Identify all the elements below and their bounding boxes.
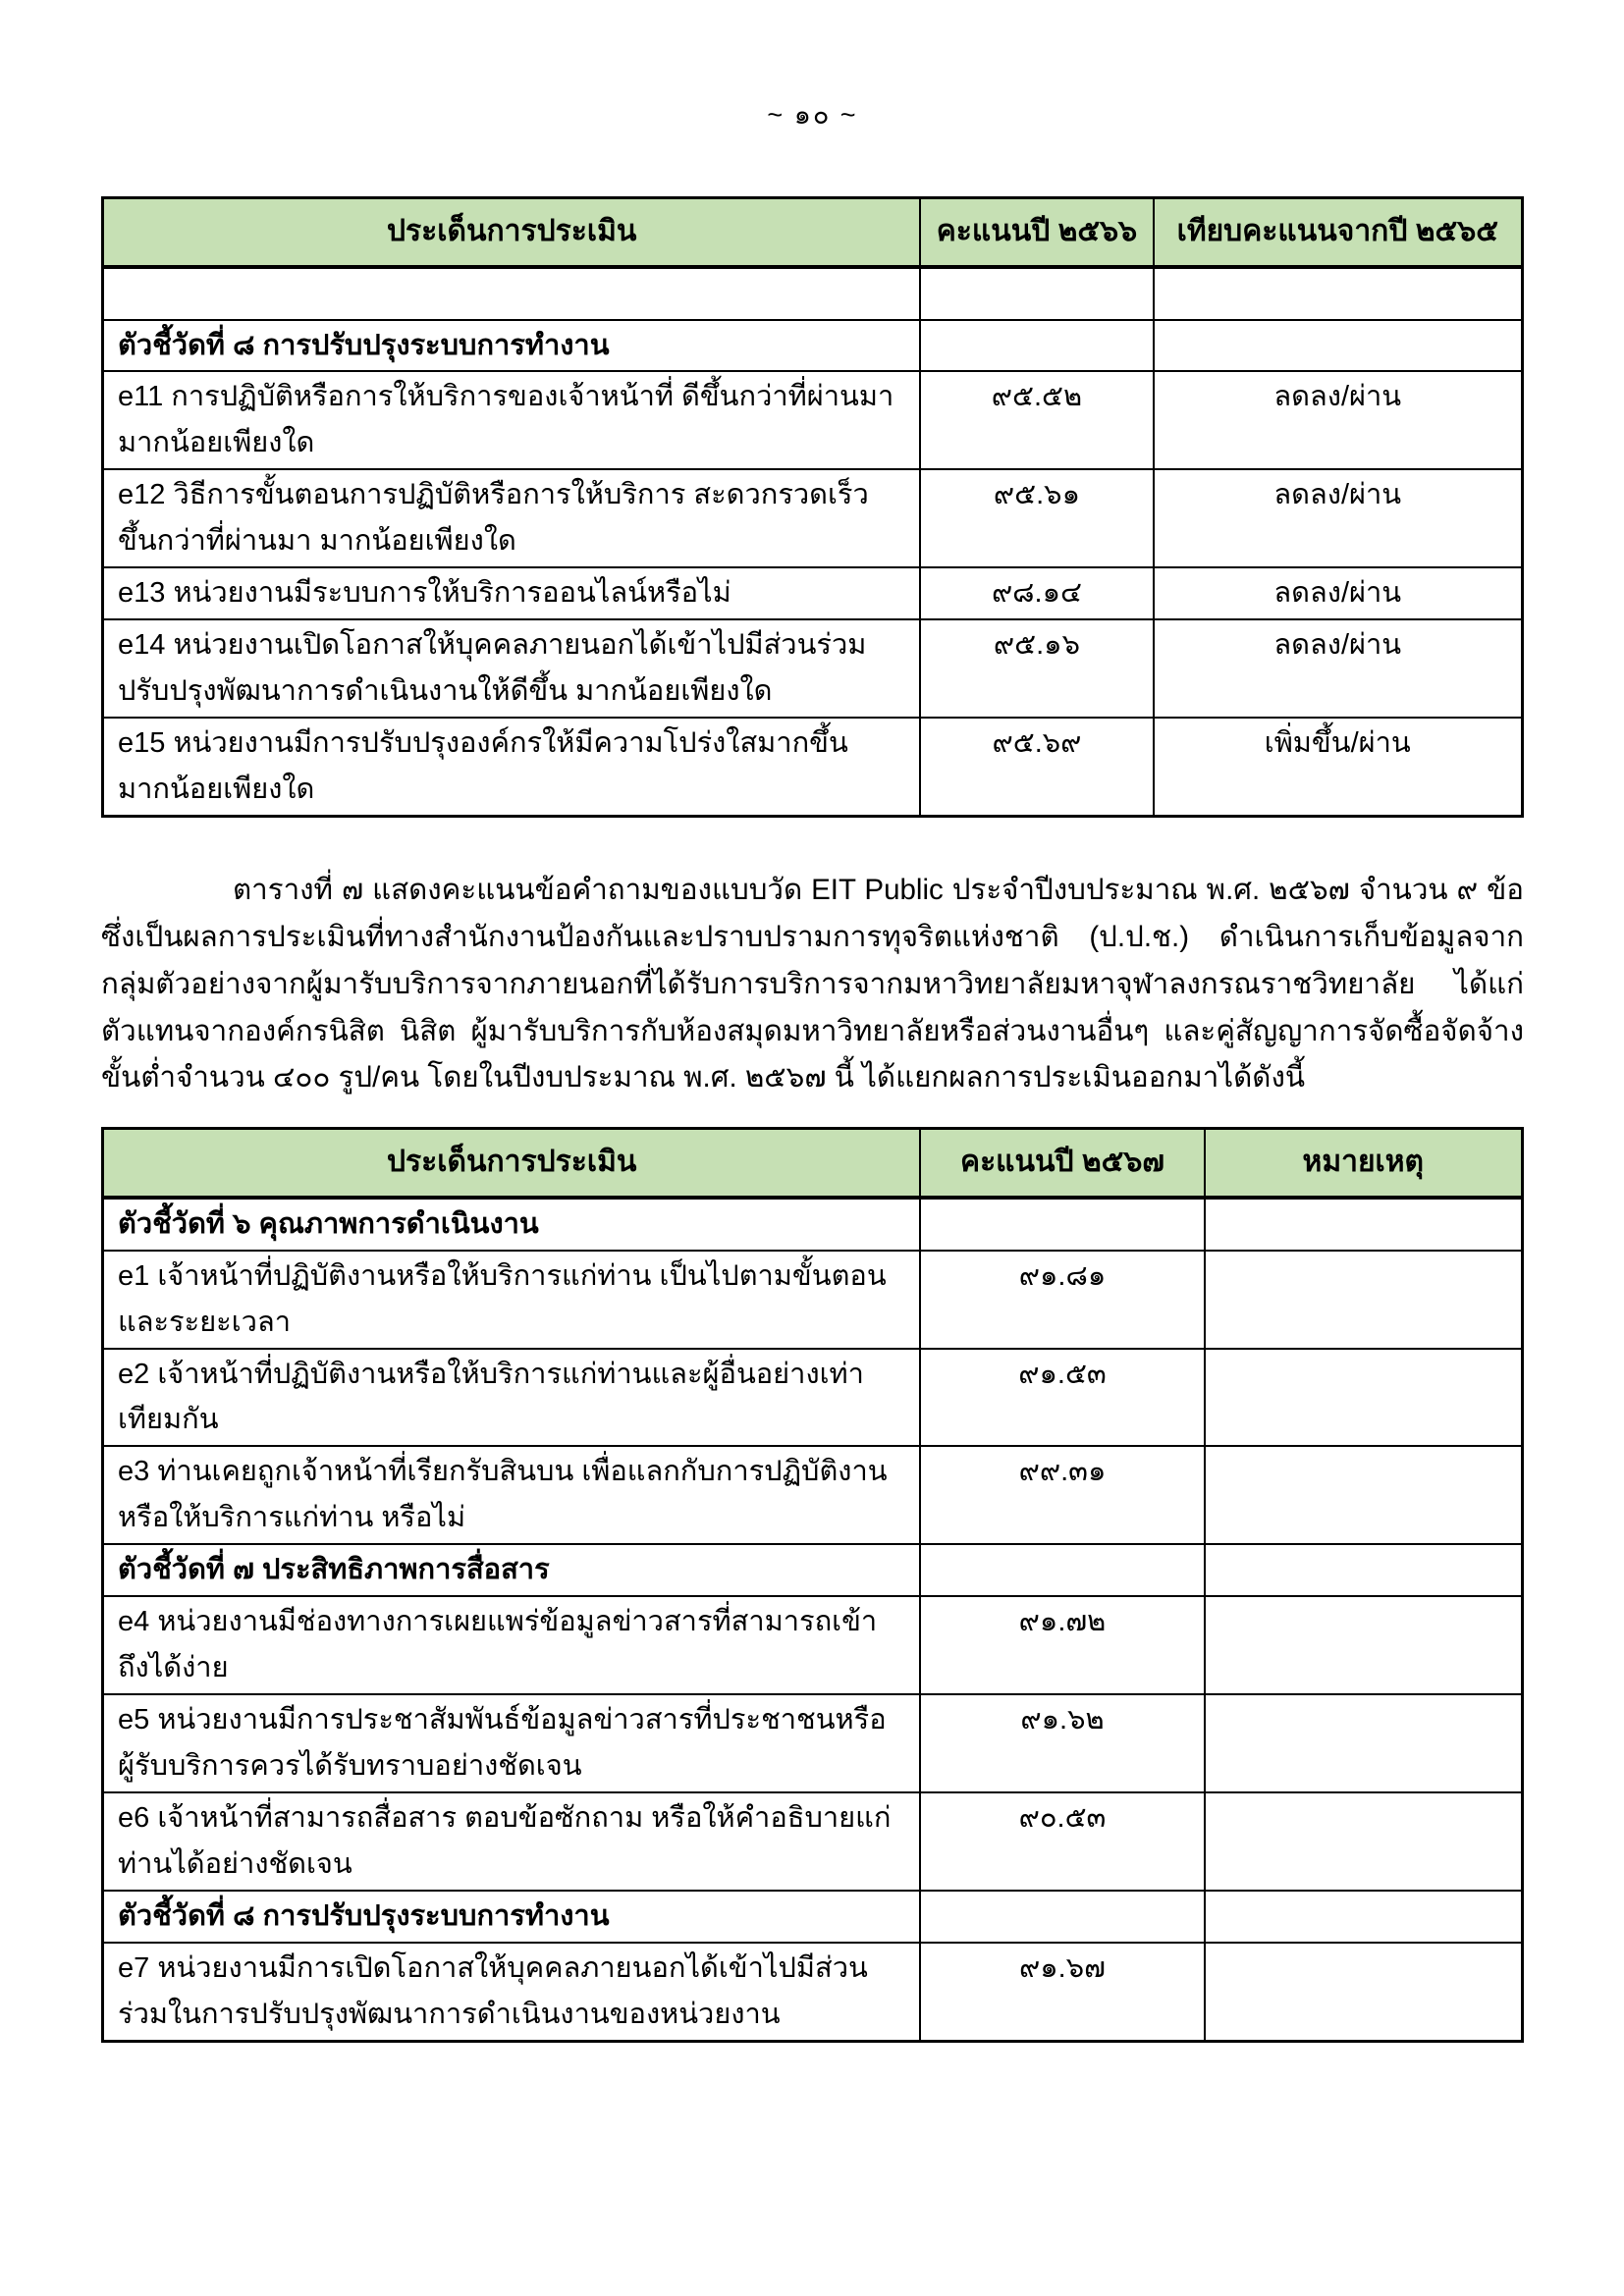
score-cell	[920, 1198, 1204, 1251]
remark-cell	[1205, 1694, 1523, 1792]
table-row-e12	[103, 469, 1523, 567]
question-cell: e13 หน่วยงานมีระบบการให้บริการออนไลน์หรือไม่	[103, 567, 921, 619]
table1-header-score-2566: คะแนนปี ๒๕๖๖	[920, 198, 1153, 267]
score-cell	[920, 267, 1153, 320]
table1-header-topic: ประเด็นการประเมิน	[103, 198, 921, 267]
table-row-e3	[103, 1446, 1523, 1544]
question-cell: e15 หน่วยงานมีการปรับปรุงองค์กรให้มีความโปร่งใสมากขึ้น มากน้อยเพียงใด	[103, 718, 921, 816]
score-cell: ๙๘.๑๔	[920, 567, 1153, 619]
comparison-cell: เพิ่มขึ้น/ผ่าน	[1154, 718, 1523, 816]
table1-header-compare-2565: เทียบคะแนนจากปี ๒๕๖๕	[1154, 198, 1523, 267]
section-label: ตัวชี้วัดที่ ๘ การปรับปรุงระบบการทำงาน	[103, 1891, 921, 1943]
question-cell: e14 หน่วยงานเปิดโอกาสให้บุคคลภายนอกได้เข้าไปมีส่วนร่วมปรับปรุงพัฒนาการดำเนินงานให้ดีขึ้น มากน้อยเพียงใด	[103, 619, 921, 718]
comparison-cell: ลดลง/ผ่าน	[1154, 469, 1523, 567]
section-row-indicator-8	[103, 1891, 1523, 1943]
comparison-cell: ลดลง/ผ่าน	[1154, 567, 1523, 619]
table-row-e11	[103, 371, 1523, 469]
score-cell: ๙๑.๘๑	[920, 1251, 1204, 1349]
table7-description: ตารางที่ ๗ แสดงคะแนนข้อคำถามของแบบวัด EIT Public ประจำปีงบประมาณ พ.ศ. ๒๕๖๗ จำนวน ๙ ข้อ ซึ่งเป็นผลการประเมินที่ทางสำนักงานป้องกันและปราบปรามการทุจริตแห่งชาติ (ป.ป.ช.) ดำเนินการเก็บข้อมูลจาก กลุ่มตัวอย่างจากผู้มารับบริการจากภายนอกที่ได้รับการบริการจากมหาวิทยาลัยมหาจุฬาลงกรณราชวิทยาลัย ได้แก่ ตัวแทนจากองค์กรนิสิต นิสิต ผู้มารับบริการกับห้องสมุดมหาวิทยาลัยหรือส่วนงานอื่นๆ และคู่สัญญาการจัดซื้อจัดจ้าง ขั้นต่ำจำนวน ๔๐๐ รูป/คน โดยในปีงบประมาณ พ.ศ. ๒๕๖๗ นี้ ได้แยกผลการประเมินออกมาได้ดังนี้	[101, 874, 1524, 1095]
table-row-e6	[103, 1792, 1523, 1891]
remark-cell	[1205, 1792, 1523, 1891]
table-row-e15	[103, 718, 1523, 816]
comparison-cell: ลดลง/ผ่าน	[1154, 371, 1523, 469]
page-number: ~ ๑๐ ~	[767, 100, 858, 130]
score-cell: ๙๕.๖๑	[920, 469, 1153, 567]
assessment-table-2566	[101, 196, 1524, 818]
table-row-e13	[103, 567, 1523, 619]
section-label: ตัวชี้วัดที่ ๘ การปรับปรุงระบบการทำงาน	[103, 320, 921, 372]
assessment-table-2567	[101, 1127, 1524, 2043]
remark-cell	[1205, 1446, 1523, 1544]
score-cell: ๙๑.๗๒	[920, 1596, 1204, 1694]
question-cell	[103, 267, 921, 320]
table-row-e5	[103, 1694, 1523, 1792]
table-row-e14	[103, 619, 1523, 718]
remark-cell	[1205, 1544, 1523, 1596]
table-row-e4	[103, 1596, 1523, 1694]
question-cell: e3 ท่านเคยถูกเจ้าหน้าที่เรียกรับสินบน เพื่อแลกกับการปฏิบัติงานหรือให้บริการแก่ท่าน หรือไม่	[103, 1446, 921, 1544]
section-row-indicator-6	[103, 1198, 1523, 1251]
score-cell: ๙๙.๓๑	[920, 1446, 1204, 1544]
score-cell	[920, 1544, 1204, 1596]
section-label: ตัวชี้วัดที่ ๗ ประสิทธิภาพการสื่อสาร	[103, 1544, 921, 1596]
remark-cell	[1205, 1943, 1523, 2041]
table-row-e7	[103, 1943, 1523, 2041]
score-cell: ๙๐.๕๓	[920, 1792, 1204, 1891]
score-cell: ๙๑.๖๒	[920, 1694, 1204, 1792]
score-cell	[920, 320, 1153, 372]
section-row-indicator-8	[103, 320, 1523, 372]
score-cell: ๙๑.๖๗	[920, 1943, 1204, 2041]
score-cell: ๙๕.๑๖	[920, 619, 1153, 718]
remark-cell	[1205, 1596, 1523, 1694]
table-row-e2	[103, 1349, 1523, 1447]
section-label: ตัวชี้วัดที่ ๖ คุณภาพการดำเนินงาน	[103, 1198, 921, 1251]
comparison-cell	[1154, 320, 1523, 372]
table-row-e1	[103, 1251, 1523, 1349]
question-cell: e5 หน่วยงานมีการประชาสัมพันธ์ข้อมูลข่าวสารที่ประชาชนหรือผู้รับบริการควรได้รับทราบอย่างชัดเจน	[103, 1694, 921, 1792]
question-cell: e4 หน่วยงานมีช่องทางการเผยแพร่ข้อมูลข่าวสารที่สามารถเข้าถึงได้ง่าย	[103, 1596, 921, 1694]
table1-header-row	[103, 198, 1523, 267]
table2-header-topic: ประเด็นการประเมิน	[103, 1129, 921, 1198]
question-cell: e7 หน่วยงานมีการเปิดโอกาสให้บุคคลภายนอกได้เข้าไปมีส่วนร่วมในการปรับปรุงพัฒนาการดำเนินงานของหน่วยงาน	[103, 1943, 921, 2041]
question-cell: e2 เจ้าหน้าที่ปฏิบัติงานหรือให้บริการแก่ท่านและผู้อื่นอย่างเท่าเทียมกัน	[103, 1349, 921, 1447]
score-cell: ๙๕.๕๒	[920, 371, 1153, 469]
comparison-cell	[1154, 267, 1523, 320]
question-cell: e11 การปฏิบัติหรือการให้บริการของเจ้าหน้าที่ ดีขึ้นกว่าที่ผ่านมา มากน้อยเพียงใด	[103, 371, 921, 469]
table2-header-row	[103, 1129, 1523, 1198]
score-cell: ๙๑.๕๓	[920, 1349, 1204, 1447]
table2-header-remark: หมายเหตุ	[1205, 1129, 1523, 1198]
remark-cell	[1205, 1349, 1523, 1447]
table2-header-score-2567: คะแนนปี ๒๕๖๗	[920, 1129, 1204, 1198]
remark-cell	[1205, 1198, 1523, 1251]
question-cell: e1 เจ้าหน้าที่ปฏิบัติงานหรือให้บริการแก่ท่าน เป็นไปตามขั้นตอนและระยะเวลา	[103, 1251, 921, 1349]
remark-cell	[1205, 1891, 1523, 1943]
remark-cell	[1205, 1251, 1523, 1349]
question-cell: e6 เจ้าหน้าที่สามารถสื่อสาร ตอบข้อซักถาม หรือให้คำอธิบายแก่ท่านได้อย่างชัดเจน	[103, 1792, 921, 1891]
score-cell	[920, 1891, 1204, 1943]
empty-row	[103, 267, 1523, 320]
section-row-indicator-7	[103, 1544, 1523, 1596]
comparison-cell: ลดลง/ผ่าน	[1154, 619, 1523, 718]
score-cell: ๙๕.๖๙	[920, 718, 1153, 816]
question-cell: e12 วิธีการขั้นตอนการปฏิบัติหรือการให้บริการ สะดวกรวดเร็วขึ้นกว่าที่ผ่านมา มากน้อยเพียงใด	[103, 469, 921, 567]
